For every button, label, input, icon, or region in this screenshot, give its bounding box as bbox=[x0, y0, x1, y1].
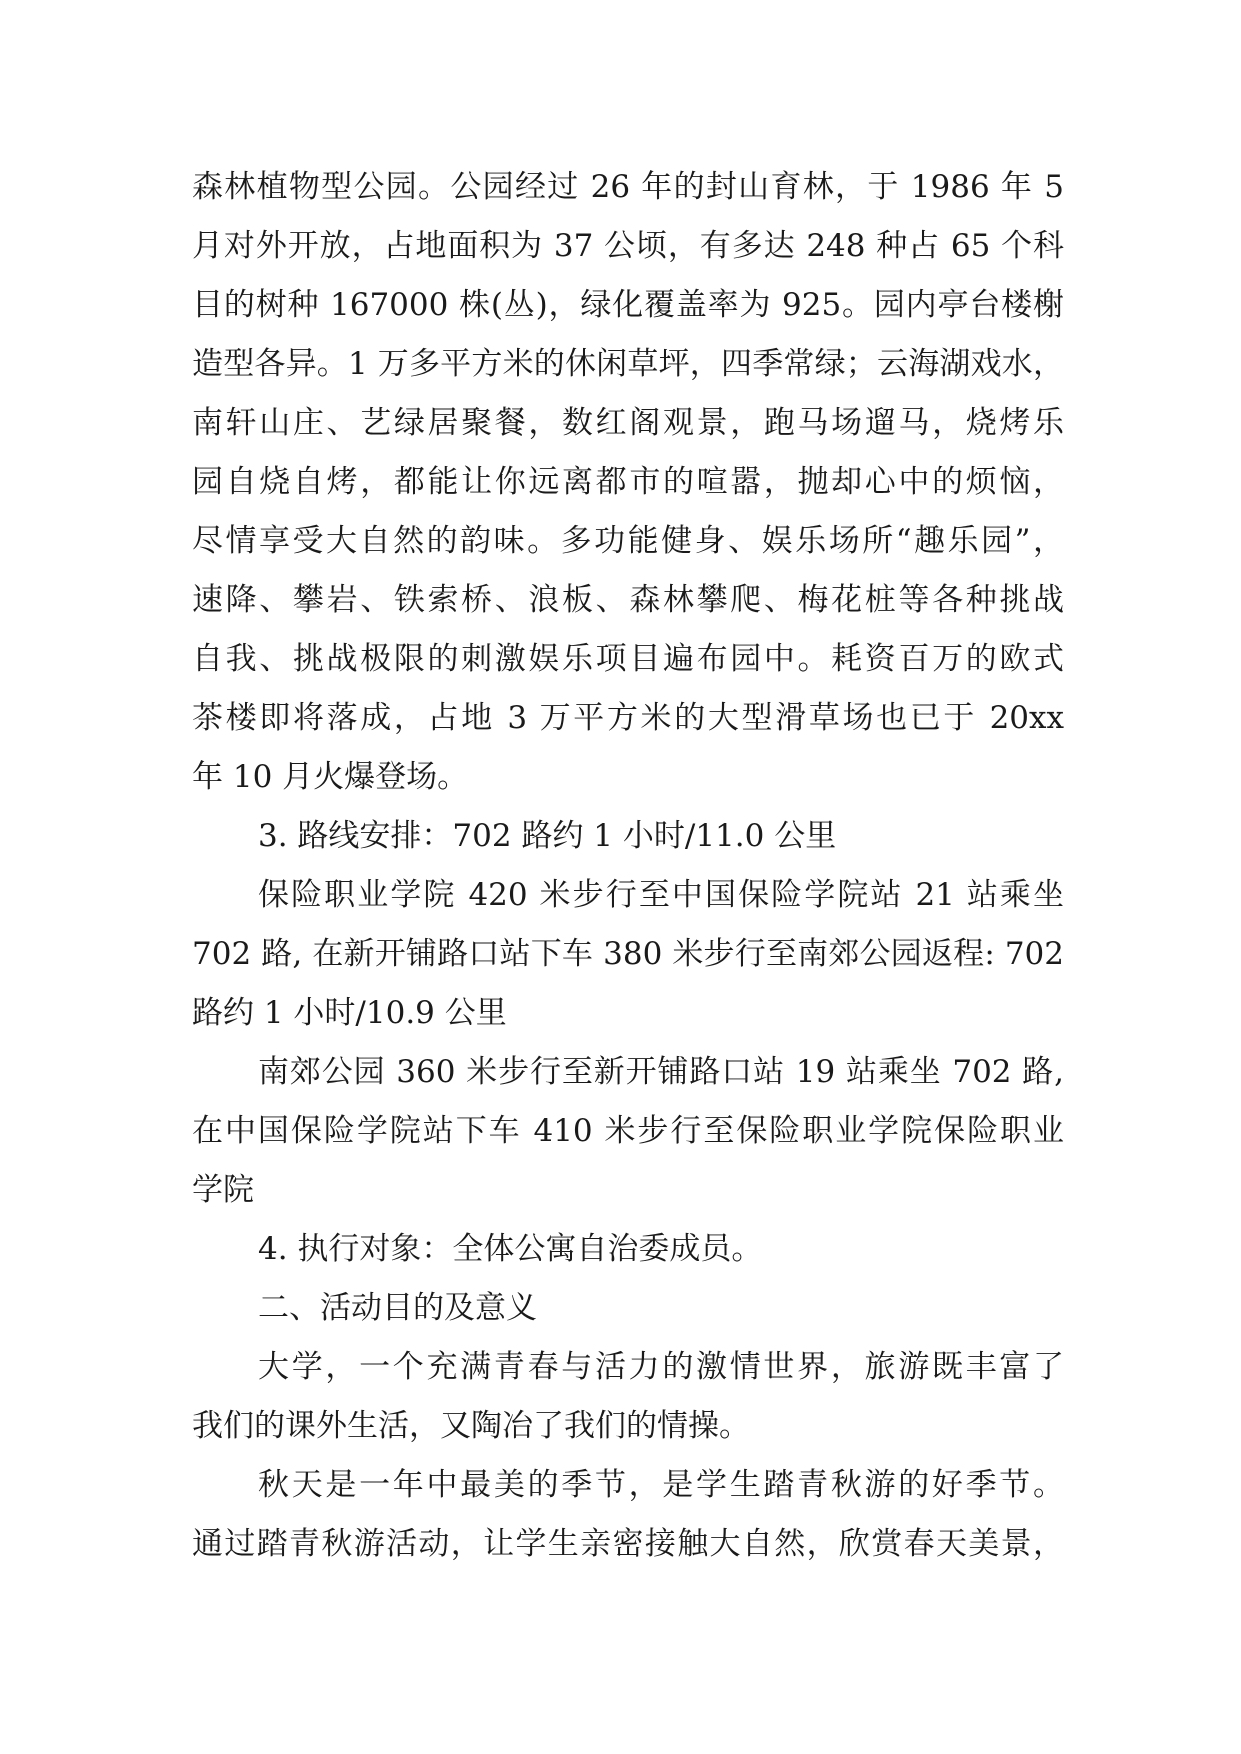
text-line: 茶楼即将落成，占地 3 万平方米的大型滑草场也已于 20xx bbox=[192, 700, 1064, 736]
text-line: 自我、挑战极限的刺激娱乐项目遍布园中。耗资百万的欧式 bbox=[192, 641, 1064, 677]
section-item-target: 4. 执行对象：全体公寓自治委成员。 bbox=[258, 1231, 763, 1267]
text-line: 年 10 月火爆登场。 bbox=[192, 759, 469, 795]
text-line: 我们的课外生活，又陶冶了我们的情操。 bbox=[192, 1408, 750, 1444]
text-line: 园自烧自烤，都能让你远离都市的喧嚣，抛却心中的烦恼， bbox=[192, 464, 1064, 500]
text-line: 速降、攀岩、铁索桥、浪板、森林攀爬、梅花桩等各种挑战 bbox=[192, 582, 1064, 618]
text-line: 学院 bbox=[192, 1172, 254, 1208]
text-line: 路约 1 小时/10.9 公里 bbox=[192, 995, 507, 1031]
section-heading: 二、活动目的及意义 bbox=[258, 1290, 537, 1326]
document-body bbox=[192, 158, 1064, 1574]
text-line: 通过踏青秋游活动，让学生亲密接触大自然，欣赏春天美景， bbox=[192, 1526, 1064, 1562]
text-line: 月对外开放，占地面积为 37 公顷，有多达 248 种占 65 个科 bbox=[192, 228, 1064, 264]
text-line: 造型各异。1 万多平方米的休闲草坪，四季常绿；云海湖戏水， bbox=[192, 346, 1064, 382]
text-line: 702 路, 在新开铺路口站下车 380 米步行至南郊公园返程: 702 bbox=[192, 936, 1064, 972]
text-line: 在中国保险学院站下车 410 米步行至保险职业学院保险职业 bbox=[192, 1113, 1064, 1149]
text-line: 目的树种 167000 株(丛)，绿化覆盖率为 925。园内亭台楼榭 bbox=[192, 287, 1064, 323]
text-line: 森林植物型公园。公园经过 26 年的封山育林，于 1986 年 5 bbox=[192, 169, 1064, 205]
text-line: 尽情享受大自然的韵味。多功能健身、娱乐场所“趣乐园”， bbox=[192, 523, 1064, 559]
text-line: 南轩山庄、艺绿居聚餐，数红阁观景，跑马场遛马，烧烤乐 bbox=[192, 405, 1064, 441]
text-line: 保险职业学院 420 米步行至中国保险学院站 21 站乘坐 bbox=[258, 877, 1064, 913]
text-line: 秋天是一年中最美的季节，是学生踏青秋游的好季节。 bbox=[258, 1467, 1064, 1503]
text-line: 南郊公园 360 米步行至新开铺路口站 19 站乘坐 702 路, bbox=[258, 1054, 1064, 1090]
section-item-route: 3. 路线安排：702 路约 1 小时/11.0 公里 bbox=[258, 818, 837, 854]
text-line: 大学，一个充满青春与活力的激情世界，旅游既丰富了 bbox=[258, 1349, 1064, 1385]
